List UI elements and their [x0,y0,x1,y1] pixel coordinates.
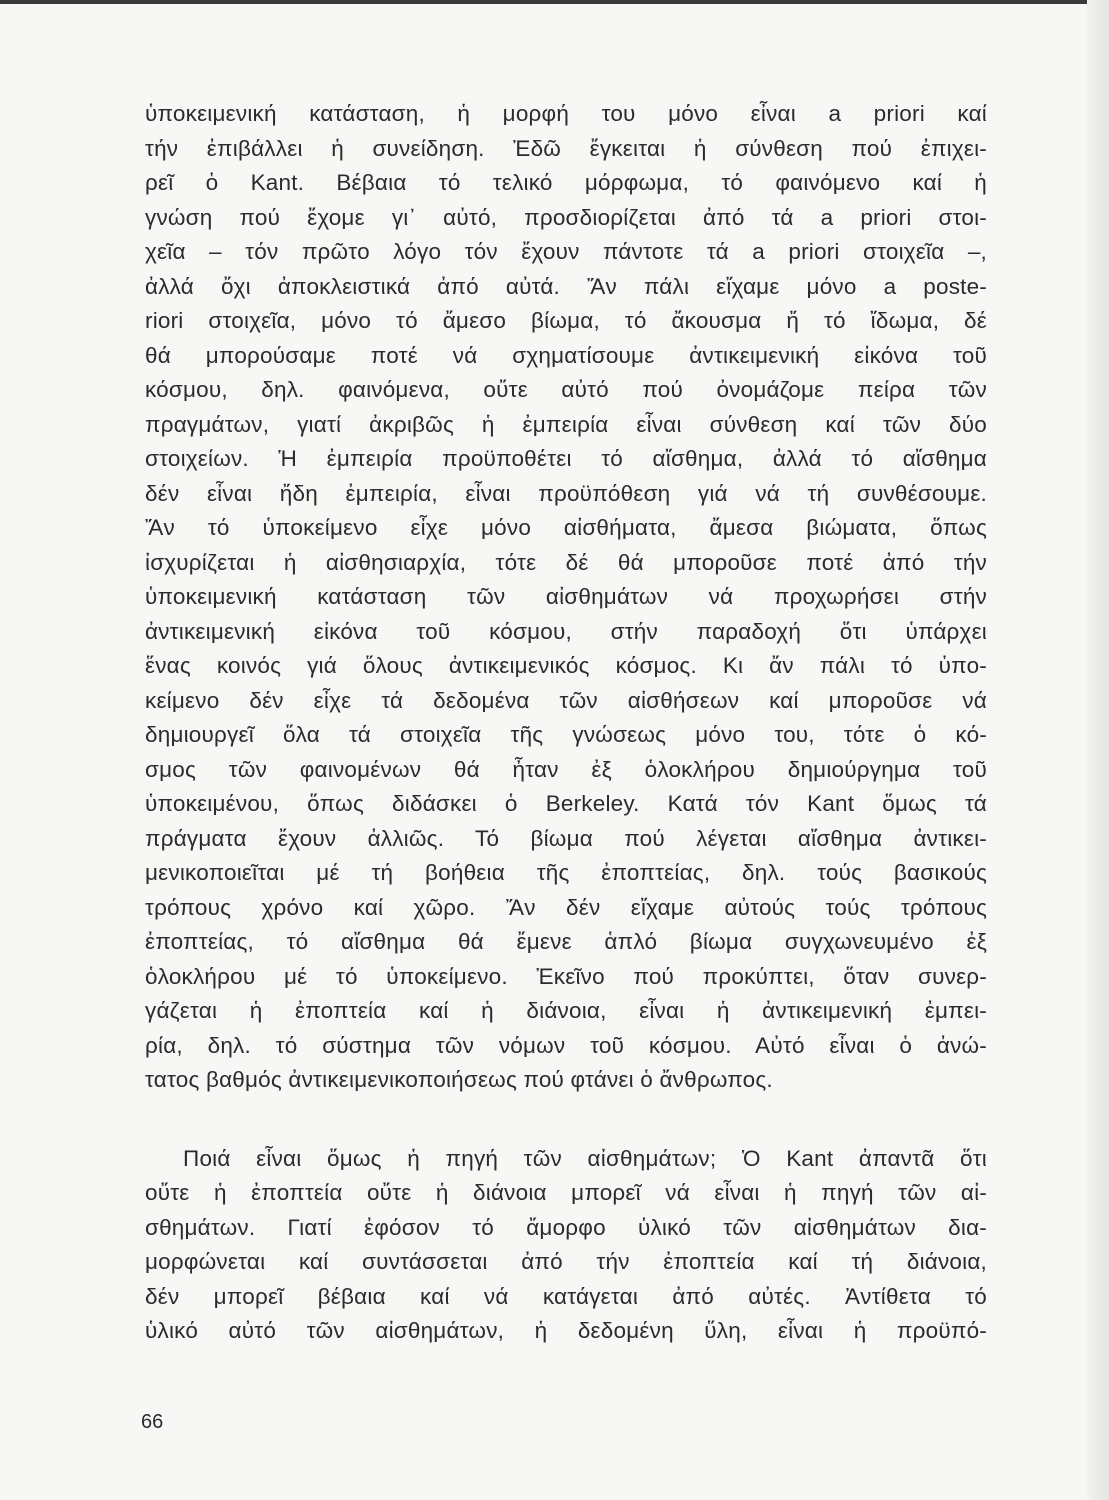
text-line: κόσμου, δηλ. φαινόμενα, οὔτε αὐτό πού ὀνομάζομε πείρα τῶν [145,377,987,402]
paragraph-1 [145,97,987,1098]
text-line: τήν ἐπιβάλλει ἡ συνείδηση. Ἐδῶ ἔγκειται ἡ σύνθεση πού ἐπιχει- [145,135,987,161]
text-line: ὁλοκλήρου μέ τό ὑποκείμενο. Ἐκεῖνο πού προκύπτει, ὅταν συνερ- [145,963,987,989]
text-line: ἀλλά ὄχι ἀποκλειστικά ἀπό αὐτά. Ἄν πάλι εἴχαμε μόνο a poste- [145,273,987,299]
text-line: Ποιά εἶναι ὅμως ἡ πηγή τῶν αἰσθημάτων; Ὁ Kant ἀπαντᾶ ὅτι [183,1145,987,1171]
text-line: χεῖα – τόν πρῶτο λόγο τόν ἔχουν πάντοτε τά a priori στοιχεῖα –, [145,239,987,264]
text-line: ὑποκειμενική κατάσταση τῶν αἰσθημάτων νά προχωρήσει στήν [145,584,987,609]
text-line: ρεῖ ὁ Kant. Βέβαια τό τελικό μόρφωμα, τό φαινόμενο καί ἡ [145,170,987,195]
text-line: riori στοιχεῖα, μόνο τό ἄμεσο βίωμα, τό ἄκουσμα ἤ τό ἴδωμα, δέ [145,308,987,333]
text-line: ἐποπτείας, τό αἴσθημα θά ἔμενε ἁπλό βίωμα συγχωνευμένο ἐξ [145,929,987,954]
page-text [145,97,987,1349]
text-line: σθημάτων. Γιατί ἐφόσον τό ἄμορφο ὑλικό τῶν αἰσθημάτων δια- [145,1214,987,1240]
text-line: πράγματα ἔχουν ἀλλιῶς. Τό βίωμα πού λέγεται αἴσθημα ἀντικει- [145,825,987,851]
text-line: μενικοποιεῖται μέ τή βοήθεια τῆς ἐποπτείας, δηλ. τούς βασικούς [145,860,987,885]
text-line: μορφώνεται καί συντάσσεται ἀπό τήν ἐποπτεία καί τή διάνοια, [145,1249,987,1274]
text-line: τατος βαθμός ἀντικειμενικοποιήσεως πού φτάνει ὁ ἄνθρωπος. [145,1067,773,1092]
text-line: ὑποκειμενική κατάσταση, ἡ μορφή του μόνο εἶναι a priori καί [145,101,987,126]
text-line: δημιουργεῖ ὅλα τά στοιχεῖα τῆς γνώσεως μόνο του, τότε ὁ κό- [145,722,987,747]
text-line: γάζεται ἡ ἐποπτεία καί ἡ διάνοια, εἶναι ἡ ἀντικειμενική ἐμπει- [145,998,987,1023]
text-line: δέν μπορεῖ βέβαια καί νά κατάγεται ἀπό αὐτές. Ἀντίθετα τό [145,1283,987,1309]
text-line: δέν εἶναι ἤδη ἐμπειρία, εἶναι προϋπόθεση γιά νά τή συνθέσουμε. [145,480,987,506]
text-line: ἰσχυρίζεται ἡ αἰσθησιαρχία, τότε δέ θά μποροῦσε ποτέ ἀπό τήν [145,549,987,575]
text-line: Ἄν τό ὑποκείμενο εἶχε μόνο αἰσθήματα, ἄμεσα βιώματα, ὅπως [145,515,987,540]
text-line: σμος τῶν φαινομένων θά ἦταν ἐξ ὁλοκλήρου δημιούργημα τοῦ [145,756,987,782]
text-line: πραγμάτων, γιατί ἀκριβῶς ἡ ἐμπειρία εἶναι σύνθεση καί τῶν δύο [145,411,987,437]
text-line: θά μπορούσαμε ποτέ νά σχηματίσουμε ἀντικειμενική εἰκόνα τοῦ [145,342,987,368]
page-number: 66 [141,1411,164,1433]
paragraph-2 [145,1142,987,1349]
text-line: ἀντικειμενική εἰκόνα τοῦ κόσμου, στήν παραδοχή ὅτι ὑπάρχει [145,618,987,644]
paragraph-gap [145,1098,987,1142]
scan-edge-top [0,0,1109,4]
text-line: ἕνας κοινός γιά ὅλους ἀντικειμενικός κόσμος. Κι ἄν πάλι τό ὑπο- [145,653,987,678]
text-line: ρία, δηλ. τό σύστημα τῶν νόμων τοῦ κόσμου. Αὐτό εἶναι ὁ ἀνώ- [145,1032,987,1058]
text-line: οὔτε ἡ ἐποπτεία οὔτε ἡ διάνοια μπορεῖ νά εἶναι ἡ πηγή τῶν αἰ- [145,1180,987,1205]
text-line: στοιχείων. Ἡ ἐμπειρία προϋποθέτει τό αἴσθημα, ἀλλά τό αἴσθημα [145,446,987,471]
scan-edge-right [1087,0,1109,1500]
text-line: ὑποκειμένου, ὅπως διδάσκει ὁ Berkeley. Κατά τόν Kant ὅμως τά [145,791,987,816]
text-line: γνώση πού ἔχομε γι᾿ αὐτό, προσδιορίζεται ἀπό τά a priori στοι- [145,204,987,230]
text-line: ὑλικό αὐτό τῶν αἰσθημάτων, ἡ δεδομένη ὕλη, εἶναι ἡ προϋπό- [145,1318,987,1343]
text-line: τρόπους χρόνο καί χῶρο. Ἄν δέν εἴχαμε αὐτούς τούς τρόπους [145,894,987,920]
text-line: κείμενο δέν εἶχε τά δεδομένα τῶν αἰσθήσεων καί μποροῦσε νά [145,687,987,713]
